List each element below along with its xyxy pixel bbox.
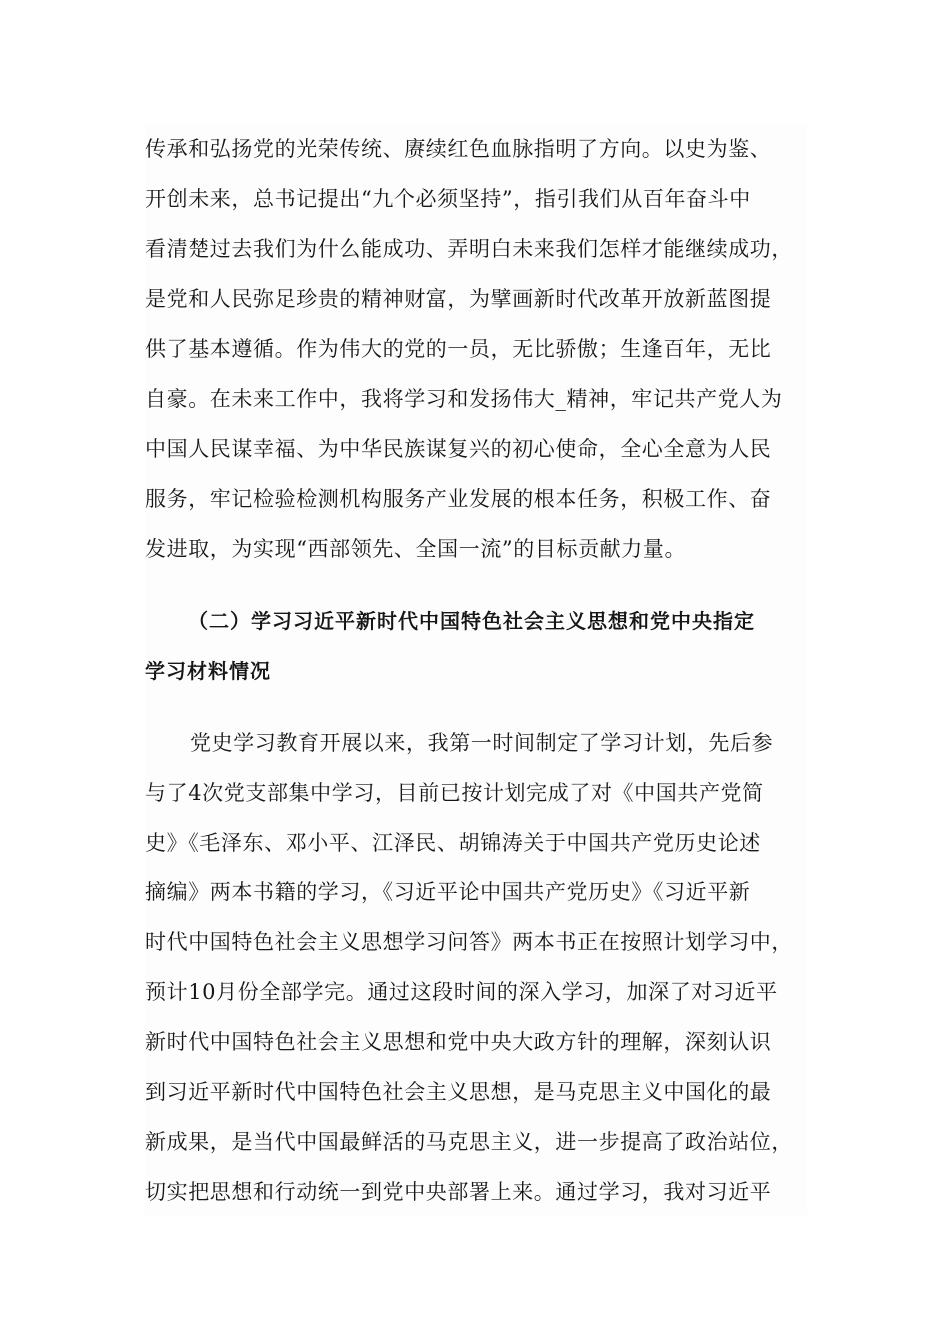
paragraph-2-line-6: 预计10月份全部学完。通过这段时间的深入学习，加深了对习近平: [145, 980, 778, 1004]
paragraph-1-line-7: 中国人民谋幸福、为中华民族谋复兴的初心使命，全心全意为人民: [145, 437, 772, 461]
paragraph-2-line-3: 史》《毛泽东、邓小平、江泽民、胡锦涛关于中国共产党历史论述: [145, 831, 761, 855]
section-heading-line-2: 学习材料情况: [145, 659, 271, 683]
paragraph-2-line-1: 党史学习教育开展以来，我第一时间制定了学习计划，先后参: [190, 731, 774, 755]
paragraph-1-line-6: 自豪。在未来工作中，我将学习和发扬伟大_精神，牢记共产党人为: [145, 387, 783, 411]
paragraph-1-line-4: 是党和人民弥足珍贵的精神财富，为擘画新时代改革开放新蓝图提: [145, 287, 772, 311]
paragraph-1-line-1: 传承和弘扬党的光荣传统、赓续红色血脉指明了方向。以史为鉴、: [145, 137, 772, 161]
paragraph-2-line-9: 新成果，是当代中国最鲜活的马克思主义，进一步提高了政治站位，: [145, 1130, 793, 1154]
paragraph-1-line-9: 发进取，为实现“西部领先、全国一流”的目标贡献力量。: [145, 537, 687, 561]
paragraph-1-line-8: 服务，牢记检验检测机构服务产业发展的根本任务，积极工作、奋: [145, 487, 772, 511]
section-heading-line-1: （二）学习习近平新时代中国特色社会主义思想和党中央指定: [188, 609, 755, 633]
paragraph-1-line-3: 看清楚过去我们为什么能成功、弄明白未来我们怎样才能继续成功，: [145, 237, 793, 261]
paragraph-2-line-8: 到习近平新时代中国特色社会主义思想，是马克思主义中国化的最: [145, 1080, 772, 1104]
paragraph-2-line-10: 切实把思想和行动统一到党中央部署上来。通过学习，我对习近平: [145, 1180, 772, 1204]
paragraph-1-line-2: 开创未来，总书记提出“九个必须坚持”，指引我们从百年奋斗中: [145, 187, 751, 211]
paragraph-1-line-5: 供了基本遵循。作为伟大的党的一员，无比骄傲；生逢百年，无比: [145, 337, 772, 361]
paragraph-2-line-4: 摘编》两本书籍的学习，《习近平论中国共产党历史》《习近平新: [145, 880, 751, 904]
paragraph-2-line-5: 时代中国特色社会主义思想学习问答》两本书正在按照计划学习中，: [145, 930, 793, 954]
paragraph-2-line-7: 新时代中国特色社会主义思想和党中央大政方针的理解，深刻认识: [145, 1030, 772, 1054]
paragraph-2-line-2: 与了4次党支部集中学习，目前已按计划完成了对《中国共产党简: [145, 781, 764, 805]
